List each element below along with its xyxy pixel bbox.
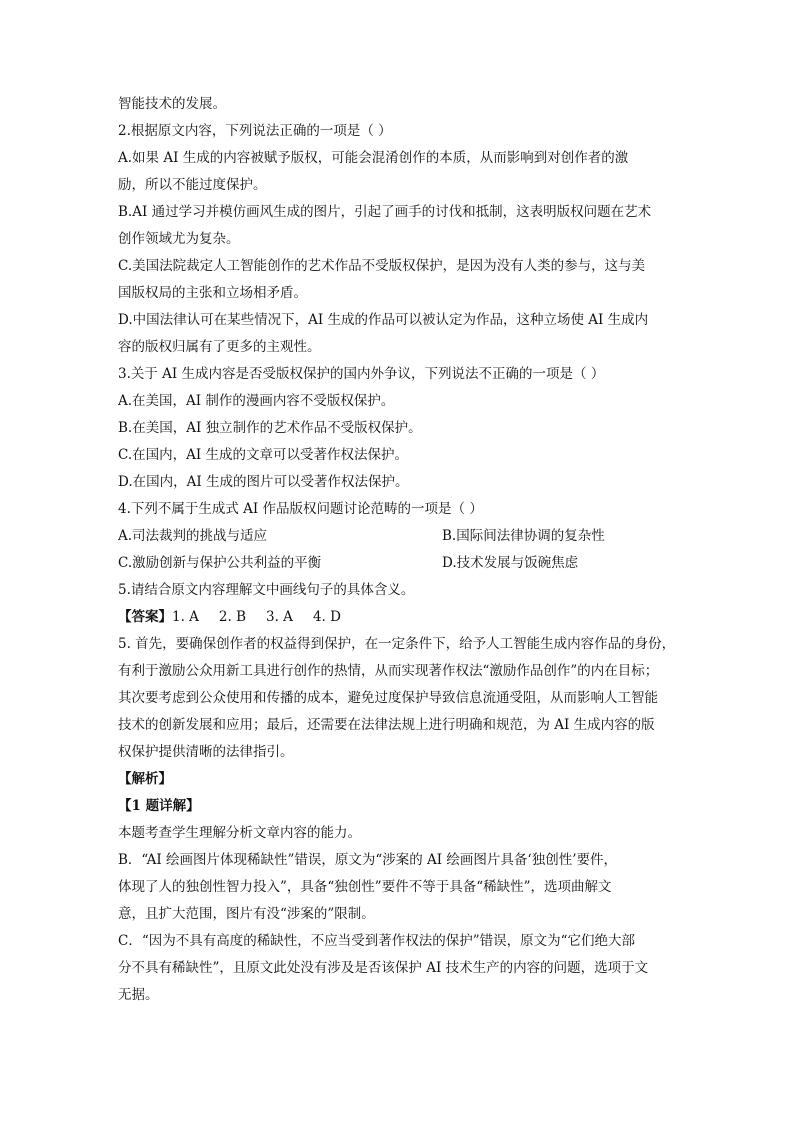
option-a: A.司法裁判的挑战与适应 [118,528,268,544]
answer-line [118,604,680,631]
options-row [118,523,680,550]
question-5-stem: 5.请结合原文内容理解文中画线句子的具体含义。 [118,582,415,598]
answer-5-line: 其次要考虑到公众使用和传播的成本，避免过度保护导致信息流通受阻，从而影响人工智能 [118,690,658,706]
analysis-b-line: 体现了人的独创性智力投入”，具备“独创性”要件不等于具备“稀缺性”，选项曲解文 [118,879,612,895]
answer-3: 3. A [266,609,293,625]
option-d-line: D.在国内，AI 生成的图片可以受著作权法保护。 [118,474,409,490]
option-b-line: B.在美国，AI 独立制作的艺术作品不受版权保护。 [118,420,422,436]
option-c-line: C.在国内，AI 生成的文章可以受著作权法保护。 [118,447,409,463]
options-row [118,550,680,577]
answer-5-line: 5. 首先，要确保创作者的权益得到保护，在一定条件下，给予人工智能生成内容作品的身份， [118,636,676,652]
answer-5-line: 权保护提供清晰的法律指引。 [118,744,294,760]
answer-5-line: 技术的创新发展和应用；最后，还需要在法律法规上进行明确和规范，为 AI 生成内容的版 [118,717,655,733]
analysis-b-line: 意，且扩大范围，图片有没“涉案的”限制。 [118,906,375,922]
text-line: 智能技术的发展。 [118,96,226,112]
option-d: D.技术发展与饭碗焦虑 [442,555,579,571]
answer-1: 1. A [172,609,199,625]
option-a-line: A.如果 AI 生成的内容被赋予版权，可能会混淆创作的本质，从而影响到对创作者的激 [118,150,629,166]
analysis-heading: 【解析】 [118,771,172,787]
analysis-c-line: 无据。 [118,987,159,1003]
question-2-stem: 2.根据原文内容，下列说法正确的一项是（ ） [118,123,392,139]
answer-label: 【答案】 [118,609,172,625]
document-body [118,91,680,1009]
option-d-line: 容的版权归属有了更多的主观性。 [118,339,321,355]
answer-4: 4. D [312,609,341,625]
analysis-c-line: 分不具有稀缺性”，且原文此处没有涉及是否该保护 AI 技术生产的内容的问题，选项于文 [118,960,649,976]
question-3-stem: 3.关于 AI 生成内容是否受版权保护的国内外争议，下列说法不正确的一项是（ ） [118,366,605,382]
option-c-line: C.美国法院裁定人工智能创作的艺术作品不受版权保护，是因为没有人类的参与，这与美 [118,258,646,274]
analysis-c-line: C．“因为不具有高度的稀缺性，不应当受到著作权法的保护”错误，原文为“它们绝大部 [118,933,636,949]
option-b-line: B.AI 通过学习并模仿画风生成的图片，引起了画手的讨伐和抵制，这表明版权问题在艺术 [118,204,652,220]
option-c: C.激励创新与保护公共利益的平衡 [118,555,322,571]
option-b: B.国际间法律协调的复杂性 [442,528,605,544]
question-4-stem: 4.下列不属于生成式 AI 作品版权问题讨论范畴的一项是（ ） [118,501,483,517]
option-c-line: 国版权局的主张和立场相矛盾。 [118,285,307,301]
answer-2: 2. B [218,609,247,625]
option-d-line: D.中国法律认可在某些情况下，AI 生成的作品可以被认定为作品，这种立场使 AI 生成内 [118,312,649,328]
option-a-line: A.在美国，AI 制作的漫画内容不受版权保护。 [118,393,395,409]
analysis-intro: 本题考查学生理解分析文章内容的能力。 [118,825,361,841]
option-b-line: 创作领域尤为复杂。 [118,231,240,247]
option-a-line: 励，所以不能过度保护。 [118,177,267,193]
analysis-b-line: B．“AI 绘画图片体现稀缺性”错误，原文为“涉案的 AI 绘画图片具备‘独创性’要件， [118,852,618,868]
question-1-detail-heading: 【1 题详解】 [118,798,200,814]
answer-5-line: 有利于激励公众用新工具进行创作的热情，从而实现著作权法“激励作品创作”的内在目标； [118,663,659,679]
